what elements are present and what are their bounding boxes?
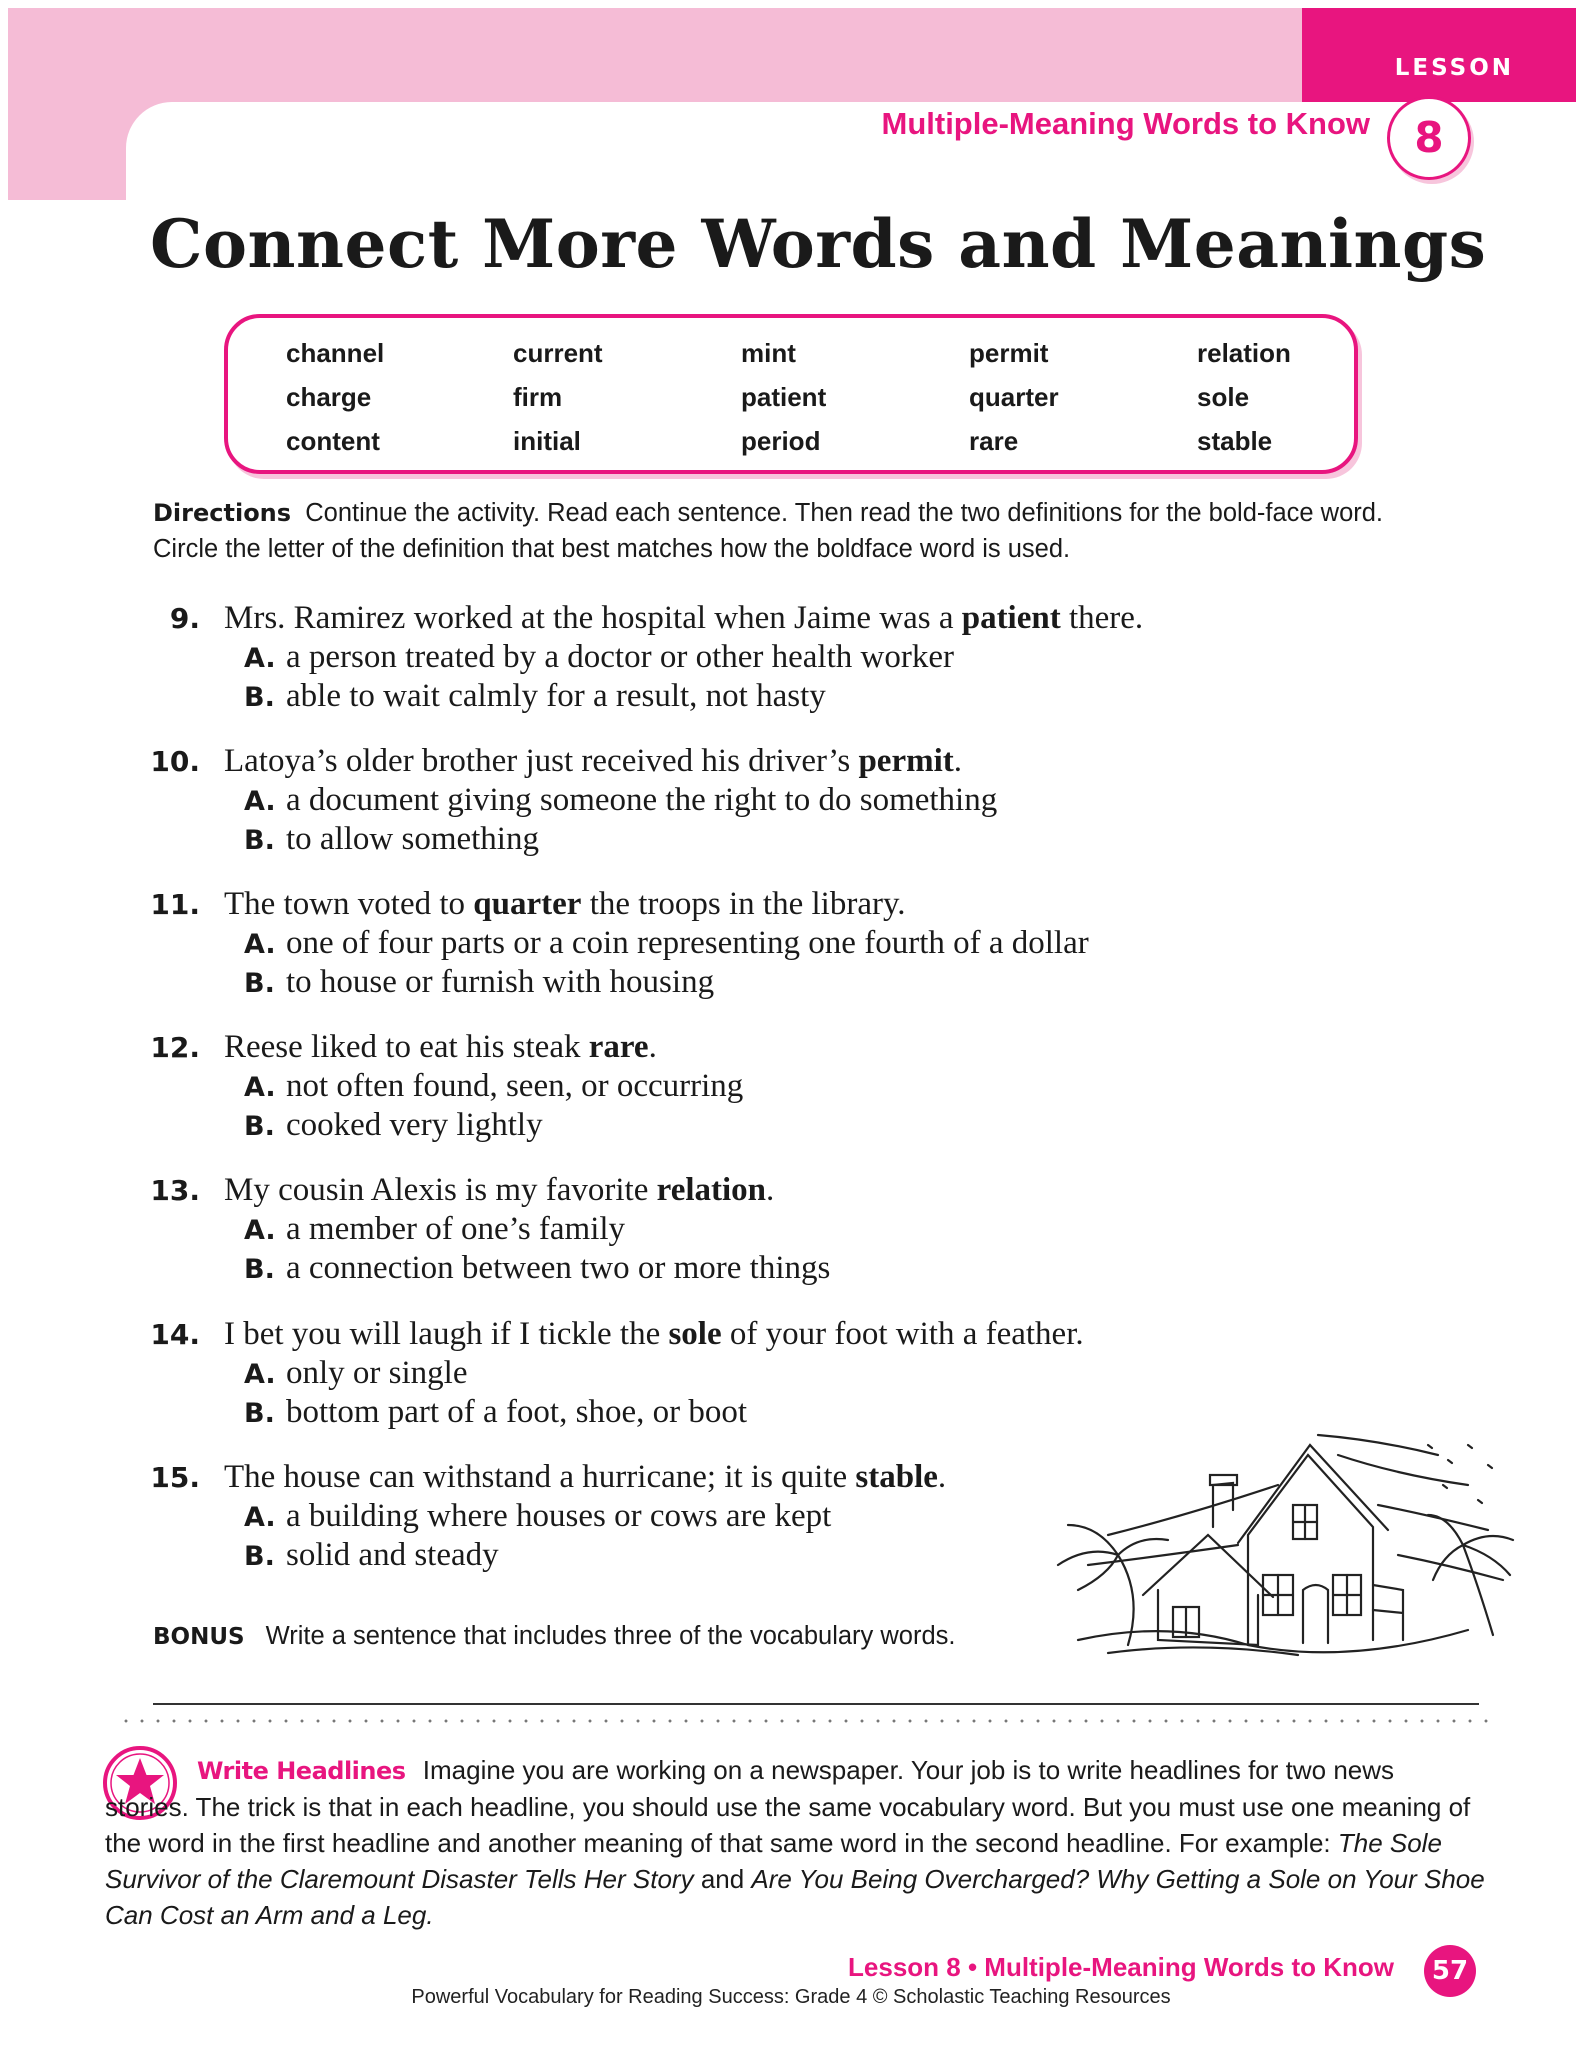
- boldface-word: sole: [668, 1316, 722, 1352]
- question-number: 12.: [150, 1031, 200, 1064]
- option-b[interactable]: [244, 821, 539, 858]
- question-number: 11.: [150, 888, 200, 921]
- sentence-end: of your foot with a feather.: [721, 1316, 1084, 1352]
- lesson-label: LESSON: [1394, 55, 1514, 81]
- question-number: 13.: [150, 1174, 200, 1207]
- boldface-word: quarter: [473, 886, 582, 922]
- option-letter[interactable]: A.: [244, 643, 276, 674]
- word-bank-item: relation: [1197, 338, 1291, 368]
- option-text: only or single: [286, 1355, 468, 1391]
- option-a[interactable]: [244, 782, 997, 819]
- option-letter[interactable]: A.: [244, 1359, 276, 1390]
- option-a[interactable]: [244, 1498, 831, 1535]
- directions: [153, 495, 1393, 567]
- option-letter[interactable]: A.: [244, 1215, 276, 1246]
- lesson-tab: [1302, 8, 1576, 102]
- word-bank-item: channel: [286, 338, 385, 368]
- option-text: to house or furnish with housing: [286, 964, 715, 1000]
- option-text: a member of one’s family: [286, 1211, 626, 1247]
- directions-label: Directions: [153, 499, 292, 527]
- word-bank: [224, 314, 1358, 474]
- boldface-word: relation: [656, 1172, 767, 1208]
- word-bank-item: rare: [969, 426, 1019, 456]
- word-bank-item: firm: [513, 382, 563, 412]
- extension-joiner: and: [693, 1864, 752, 1894]
- word-bank-item: mint: [741, 338, 796, 368]
- question-sentence: [224, 886, 906, 923]
- option-letter[interactable]: B.: [244, 825, 275, 856]
- question-number: 14.: [150, 1318, 200, 1351]
- word-bank-item: stable: [1197, 426, 1273, 456]
- option-letter[interactable]: B.: [244, 968, 275, 999]
- lesson-number-badge: 8: [1387, 96, 1471, 180]
- option-letter[interactable]: A.: [244, 786, 276, 817]
- question-number: 9.: [169, 602, 200, 635]
- series-title: Multiple-Meaning Words to Know: [881, 106, 1370, 141]
- sentence-end: the troops in the library.: [581, 886, 906, 922]
- option-b[interactable]: [244, 1250, 830, 1287]
- sentence-start: The house can withstand a hurricane; it is quite: [224, 1459, 856, 1495]
- example-headline-2: Are You Being Overcharged? Why Getting a Sole on Your Shoe Can Cost an Arm and a Leg.: [105, 1864, 1485, 1930]
- hurricane-house-illustration: [1048, 1415, 1518, 1665]
- question-sentence: [224, 1459, 946, 1496]
- option-text: a connection between two or more things: [286, 1250, 831, 1286]
- directions-text: Continue the activity. Read each sentence. Then read the two definitions for the bold-face word. Circle the letter of the definition that best matches how the boldface word is used.: [153, 499, 1384, 563]
- question-sentence: [224, 1172, 774, 1209]
- option-letter[interactable]: B.: [244, 1111, 275, 1142]
- word-bank-item: patient: [741, 382, 827, 412]
- option-text: to allow something: [286, 821, 539, 857]
- sentence-end: there.: [1060, 600, 1144, 636]
- boldface-word: permit: [858, 743, 954, 779]
- option-a[interactable]: [244, 925, 1089, 962]
- question-sentence: [224, 1316, 1084, 1353]
- option-text: a person treated by a doctor or other health worker: [286, 639, 954, 675]
- option-a[interactable]: [244, 1355, 467, 1392]
- option-letter[interactable]: A.: [244, 1072, 276, 1103]
- option-b[interactable]: [244, 964, 714, 1001]
- footer-title: Lesson 8 • Multiple-Meaning Words to Know: [848, 1952, 1394, 1982]
- word-bank-item: initial: [513, 426, 581, 456]
- option-letter[interactable]: A.: [244, 1502, 276, 1533]
- boldface-word: rare: [588, 1029, 649, 1065]
- answer-line[interactable]: [153, 1703, 1479, 1705]
- dotted-divider: [118, 1718, 1498, 1724]
- word-bank-item: period: [741, 426, 821, 456]
- option-a[interactable]: [244, 1211, 625, 1248]
- option-b[interactable]: [244, 1537, 499, 1574]
- question-sentence: [224, 743, 962, 780]
- option-text: a document giving someone the right to do something: [286, 782, 998, 818]
- bonus: [153, 1622, 956, 1651]
- page-title: Connect More Words and Meanings: [150, 205, 1487, 283]
- page-number: 57: [1424, 1945, 1476, 1997]
- write-headlines-activity: [105, 1752, 1485, 1933]
- boldface-word: patient: [961, 600, 1061, 636]
- option-a[interactable]: [244, 639, 954, 676]
- sentence-end: .: [648, 1029, 657, 1065]
- option-text: cooked very lightly: [286, 1107, 543, 1143]
- sentence-start: I bet you will laugh if I tickle the: [224, 1316, 669, 1352]
- word-bank-item: permit: [969, 338, 1049, 368]
- sentence-start: The town voted to: [224, 886, 474, 922]
- option-letter[interactable]: B.: [244, 1254, 275, 1285]
- option-text: a building where houses or cows are kept: [286, 1498, 832, 1534]
- sentence-start: My cousin Alexis is my favorite: [224, 1172, 657, 1208]
- write-headlines-label: Write Headlines: [197, 1757, 406, 1785]
- option-letter[interactable]: B.: [244, 682, 275, 713]
- option-letter[interactable]: B.: [244, 1541, 275, 1572]
- sentence-start: Latoya’s older brother just received his driver’s: [224, 743, 859, 779]
- option-b[interactable]: [244, 1394, 747, 1431]
- word-bank-item: content: [286, 426, 380, 456]
- option-text: not often found, seen, or occurring: [286, 1068, 744, 1104]
- copyright-credit: Powerful Vocabulary for Reading Success: Grade 4 © Scholastic Teaching Resources: [411, 1986, 1171, 2008]
- bonus-text: Write a sentence that includes three of the vocabulary words.: [265, 1622, 956, 1650]
- question-sentence: [224, 600, 1143, 637]
- question-number: 10.: [150, 745, 200, 778]
- sentence-end: .: [937, 1459, 947, 1495]
- bonus-label: BONUS: [153, 1624, 245, 1650]
- option-letter[interactable]: B.: [244, 1398, 275, 1429]
- boldface-word: stable: [855, 1459, 938, 1495]
- option-text: solid and steady: [286, 1537, 499, 1573]
- option-a[interactable]: [244, 1068, 743, 1105]
- sentence-end: .: [766, 1172, 775, 1208]
- sentence-start: Reese liked to eat his steak: [224, 1029, 589, 1065]
- word-bank-item: charge: [286, 382, 372, 412]
- sentence-start: Mrs. Ramirez worked at the hospital when Jaime was a: [224, 600, 962, 636]
- word-bank-item: sole: [1197, 382, 1250, 412]
- extension-text: Imagine you are working on a newspaper. Your job is to write headlines for two news stories. The trick is that in each headline, you should use the same vocabulary word. But you must use one meaning of the word in the first headline and another meaning of that same word in the second headline. For example:: [105, 1755, 1471, 1858]
- question-number: 15.: [150, 1461, 200, 1494]
- sentence-end: .: [953, 743, 962, 779]
- question-sentence: [224, 1029, 657, 1066]
- option-letter[interactable]: A.: [244, 929, 276, 960]
- word-bank-item: current: [513, 338, 603, 368]
- word-bank-item: quarter: [969, 382, 1059, 412]
- option-b[interactable]: [244, 678, 826, 715]
- example-headline-1: The Sole Survivor of the Claremount Disaster Tells Her Story: [105, 1828, 1442, 1894]
- option-b[interactable]: [244, 1107, 543, 1144]
- option-text: able to wait calmly for a result, not hasty: [286, 678, 826, 714]
- option-text: one of four parts or a coin representing one fourth of a dollar: [286, 925, 1089, 961]
- option-text: bottom part of a foot, shoe, or boot: [286, 1394, 748, 1430]
